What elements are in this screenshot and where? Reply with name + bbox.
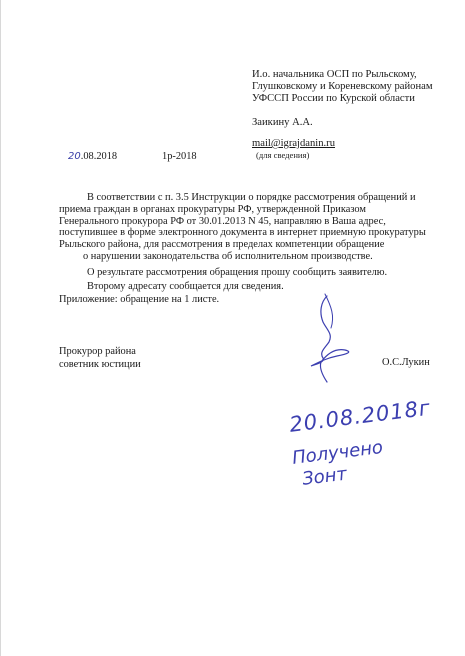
handwritten-day: 20 xyxy=(68,151,81,162)
signer-title-line-2: советник юстиции xyxy=(59,358,141,370)
handwritten-note-line-2: Зонт xyxy=(301,463,349,490)
addressee-block xyxy=(252,69,433,129)
paragraph-line: о нарушении законодательства об исполнительном производстве. xyxy=(83,250,373,262)
signer-title xyxy=(59,346,141,371)
handwritten-note-line-1: Получено xyxy=(291,436,385,469)
signer-name: О.С.Лукин xyxy=(382,357,430,368)
addressee-line-3: УФССП России по Курской области xyxy=(252,93,415,104)
attachment-note: Приложение: обращение на 1 листе. xyxy=(59,294,220,305)
addressee-line-2: Глушковскому и Кореневскому районам xyxy=(252,81,433,92)
paragraph-line: Рыльского района, для рассмотрения в пределах компетенции обращение xyxy=(59,239,385,251)
addressee-name: Заикину А.А. xyxy=(252,117,313,128)
email-note: (для сведения) xyxy=(256,150,310,160)
outgoing-date xyxy=(68,151,117,163)
signature-image xyxy=(297,292,377,392)
handwritten-receipt-date: 20.08.2018г xyxy=(288,395,433,437)
paragraph-line: В соответствии с п. 3.5 Инструкции о порядке рассмотрения обращений и xyxy=(87,192,416,203)
date-rest: .08.2018 xyxy=(80,151,118,162)
paragraph-line: поступившее в форме электронного документа в интернет приемную прокуратуры xyxy=(59,227,426,239)
main-paragraph xyxy=(59,192,447,263)
paragraph-2: О результате рассмотрения обращения прошу сообщить заявителю. xyxy=(87,267,388,278)
signer-title-line-1: Прокурор района xyxy=(59,346,136,357)
paragraph-line: приема граждан в органах прокуратуры РФ, утвержденной Приказом xyxy=(59,203,366,215)
paragraph-line: Генерального прокурора РФ от 30.01.2013 N 45, направляю в Ваша адрес, xyxy=(59,215,386,227)
paragraph-3: Второму адресату сообщается для сведения. xyxy=(87,281,284,292)
addressee-line-1: И.о. начальника ОСП по Рыльскому, xyxy=(252,69,417,80)
outgoing-number: 1р-2018 xyxy=(162,151,197,162)
addressee-email: mail@igrajdanin.ru xyxy=(252,138,336,149)
